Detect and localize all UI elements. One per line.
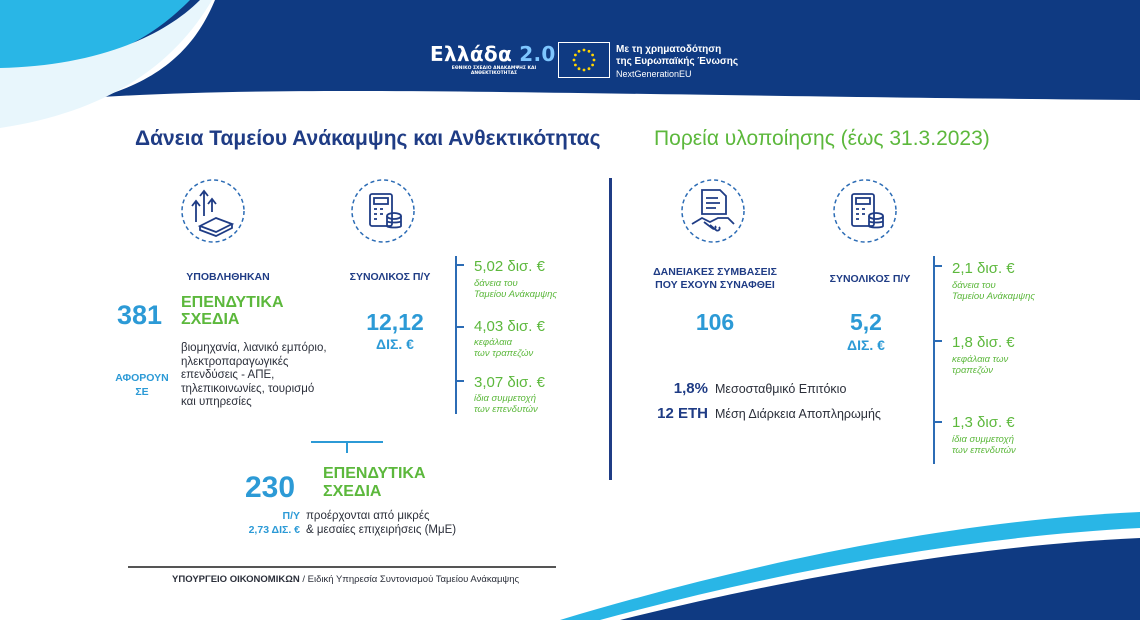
submitted-plans-line2: ΣΧΕΔΙΑ — [181, 311, 240, 328]
right-budget-unit: ΔΙΣ. € — [847, 337, 885, 353]
submitted-plans-line1: ΕΠΕΝΔΥΤΙΚΑ — [181, 294, 284, 311]
left-budget-label: ΣΥΝΟΛΙΚΟΣ Π/Υ — [349, 271, 431, 283]
contracts-count: 106 — [695, 309, 735, 335]
eu-flag-icon — [558, 42, 610, 78]
footer-rule — [128, 566, 556, 568]
right-breakdown-desc: κεφάλαια των τραπεζών — [952, 354, 1009, 376]
sme-connector-stem — [346, 441, 348, 453]
submitted-label: ΥΠΟΒΛΗΘΗΚΑΝ — [186, 271, 270, 283]
rate-label: Μεσοσταθμικό Επιτόκιο — [715, 382, 847, 396]
footer-credit: ΥΠΟΥΡΓΕΙΟ ΟΙΚΟΝΟΜΙΚΩΝ / Ειδική Υπηρεσία Συντονισμού Ταμείου Ανάκαμψης — [172, 574, 520, 585]
sme-plans-line2: ΣΧΕΔΙΑ — [323, 483, 382, 500]
page-title: Δάνεια Ταμείου Ανάκαμψης και Ανθεκτικότητας — [135, 127, 601, 150]
section-divider — [609, 178, 612, 480]
calculator-icon — [350, 178, 416, 244]
right-breakdown-value: 2,1 δισ. € — [952, 260, 1015, 277]
left-breakdown-tick — [455, 326, 464, 328]
progress-subtitle: Πορεία υλοποίησης (έως 31.3.2023) — [654, 127, 990, 150]
contracts-label: ΔΑΝΕΙΑΚΕΣ ΣΥΜΒΑΣΕΙΣ ΠΟΥ ΕΧΟΥΝ ΣΥΝΑΦΘΕΙ — [653, 266, 777, 291]
left-breakdown-desc: δάνεια του Ταμείου Ανάκαμψης — [474, 278, 558, 300]
rate-value: 1,8% — [673, 380, 708, 397]
right-breakdown-desc: δάνεια του Ταμείου Ανάκαμψης — [952, 280, 1036, 302]
duration-label: Μέση Διάρκεια Αποπληρωμής — [715, 407, 881, 421]
logo-wordmark: Ελλάδα 2.0 — [430, 42, 556, 66]
sme-budget: Π/Υ 2,73 ΔΙΣ. € — [248, 510, 300, 536]
left-breakdown-tick — [455, 380, 464, 382]
sme-description: προέρχονται από μικρές & μεσαίες επιχειρήσεις (ΜμΕ) — [306, 510, 457, 536]
sme-plans-line1: ΕΠΕΝΔΥΤΙΚΑ — [323, 465, 426, 482]
sme-count: 230 — [245, 471, 296, 504]
right-breakdown-tick — [933, 340, 942, 342]
left-budget-value: 12,12 — [366, 309, 424, 335]
left-budget-unit: ΔΙΣ. € — [376, 336, 414, 352]
right-breakdown-value: 1,3 δισ. € — [952, 414, 1015, 431]
program-logo — [430, 42, 750, 82]
right-breakdown-desc: ίδια συμμετοχή των επενδυτών — [952, 434, 1016, 456]
concern-label: ΑΦΟΡΟΥΝ ΣΕ — [115, 372, 169, 398]
left-breakdown-value: 4,03 δισ. € — [474, 318, 545, 335]
left-breakdown-value: 3,07 δισ. € — [474, 374, 545, 391]
eu-funding-text: Με τη χρηματοδότηση της Ευρωπαϊκής Ένωσης NextGenerationEU — [616, 44, 739, 79]
left-breakdown-tick — [455, 264, 464, 266]
duration-value: 12 ΕΤΗ — [657, 405, 708, 422]
left-breakdown-desc: ίδια συμμετοχή των επενδυτών — [474, 393, 538, 415]
contract-handshake-icon — [680, 178, 746, 244]
logo-subtitle: ΕΘΝΙΚΟ ΣΧΕΔΙΟ ΑΝΑΚΑΜΨΗΣ ΚΑΙ ΑΝΘΕΚΤΙΚΟΤΗΤΑΣ — [451, 66, 537, 76]
calculator-icon — [832, 178, 898, 244]
left-breakdown-desc: κεφάλαια των τραπεζών — [474, 337, 534, 359]
right-breakdown-value: 1,8 δισ. € — [952, 334, 1015, 351]
sectors-list: βιομηχανία, λιανικό εμπόριο, ηλεκτροπαραγωγικές επενδύσεις - ΑΠΕ, τηλεπικοινωνίες, τουρισμό και υπηρεσίες — [181, 342, 327, 408]
right-breakdown-line — [933, 256, 935, 464]
right-budget-label: ΣΥΝΟΛΙΚΟΣ Π/Υ — [829, 273, 911, 285]
left-breakdown-value: 5,02 δισ. € — [474, 258, 545, 275]
investment-growth-icon — [180, 178, 246, 244]
submitted-count: 381 — [117, 300, 163, 330]
right-breakdown-tick — [933, 265, 942, 267]
left-breakdown-line — [455, 256, 457, 414]
right-breakdown-tick — [933, 421, 942, 423]
corner-wave-decoration — [0, 0, 260, 140]
right-budget-value: 5,2 — [850, 309, 882, 335]
